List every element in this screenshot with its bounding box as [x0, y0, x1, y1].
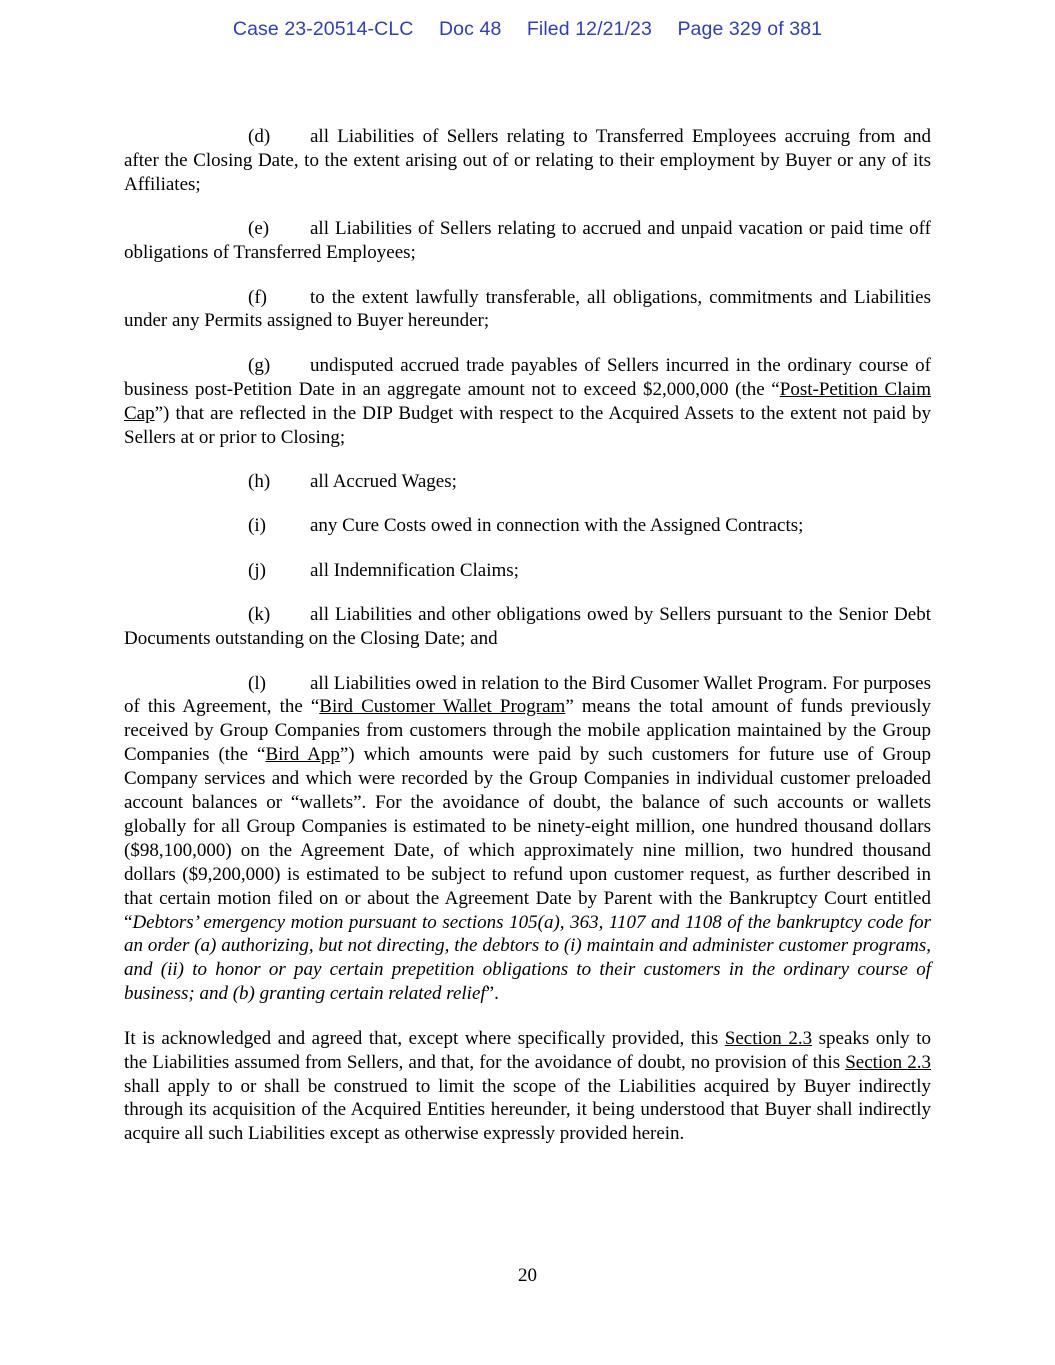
- list-item-e: [124, 217, 931, 265]
- item-text: ”.: [485, 983, 499, 1005]
- item-text: all Liabilities of Sellers relating to accrued and unpaid vacation or paid time off obligations of Transferred Employees;: [124, 218, 931, 264]
- section-reference: Section 2.3: [845, 1051, 931, 1073]
- item-text: undisputed accrued trade payables of Sellers incurred in the ordinary course of business post-Petition Date in an aggregate amount not to exceed $2,000,000 (the “: [124, 354, 931, 400]
- item-label: (h): [248, 470, 271, 492]
- item-text: to the extent lawfully transferable, all obligations, commitments and Liabilities under any Permits assigned to Buyer hereunder;: [124, 286, 931, 332]
- item-text: all Liabilities owed in relation to the Bird Cusomer Wallet Program. For purposes of this Agreement, the “: [124, 672, 931, 718]
- item-text: ”) that are reflected in the DIP Budget with respect to the Acquired Assets to the extent not paid by Sellers at or prior to Closing;: [124, 402, 931, 448]
- motion-title: Debtors’ emergency motion pursuant to sections 105(a), 363, 1107 and 1108 of the bankruptcy code for an order (a) authorizing, but not directing, the debtors to (i) maintain and administer customer programs, and (ii) to honor or pay certain prepetition obligations to their customers in the ordinary course of business; and (b) granting certain related relief: [124, 911, 931, 1005]
- list-item-j: [248, 559, 931, 583]
- list-item-g: [124, 354, 931, 450]
- item-label: (j): [248, 559, 266, 581]
- closing-text: shall apply to or shall be construed to limit the scope of the Liabilities acquired by Buyer indirectly through its acquisition of the Acquired Entities hereunder, it being understood that Buyer shall indirectly acquire all such Liabilities except as otherwise expressly provided herein.: [124, 1075, 931, 1145]
- page-number: 20: [518, 1265, 537, 1286]
- item-label: (l): [248, 672, 266, 694]
- item-label: (e): [248, 218, 270, 240]
- item-text: ”) which amounts were paid by such customers for future use of Group Company services and which were recorded by the Group Companies in individual customer preloaded account balances or “wallets”. For the avoidance of doubt, the balance of such accounts or wallets globally for all Group Companies is estimated to be ninety-eight million, one hundred thousand dollars ($98,100,000) on the Agreement Date, of which approximately nine million, two hundred thousand dollars ($9,200,000) is estimated to be subject to refund upon customer request, as further described in that certain motion filed on or about the Agreement Date by Parent with the Bankruptcy Court entitled “: [124, 744, 931, 933]
- item-text: all Accrued Wages;: [310, 470, 457, 492]
- closing-paragraph: [124, 1027, 931, 1147]
- item-text: all Liabilities of Sellers relating to Transferred Employees accruing from and after the Closing Date, to the extent arising out of or relating to their employment by Buyer or any of its Affiliates;: [124, 126, 931, 195]
- item-label: (k): [248, 604, 271, 626]
- list-item-l: [124, 672, 931, 1007]
- case-number: Case 23-20514-CLC: [232, 18, 414, 40]
- list-item-f: [124, 286, 931, 334]
- item-label: (i): [248, 515, 266, 537]
- defined-term: Bird App: [265, 744, 340, 766]
- item-label: (f): [248, 286, 267, 308]
- defined-term: Bird Customer Wallet Program: [319, 696, 566, 718]
- document-body: [124, 125, 931, 1167]
- item-text: all Liabilities and other obligations owed by Sellers pursuant to the Senior Debt Documents outstanding on the Closing Date; and: [124, 604, 931, 650]
- list-item-h: [248, 470, 931, 494]
- court-filing-header: [0, 18, 1055, 41]
- item-text: all Indemnification Claims;: [310, 559, 519, 581]
- defined-term: Post-Petition Claim Cap: [124, 378, 932, 424]
- page-count: Page 329 of 381: [677, 18, 823, 40]
- item-text: ” means the total amount of funds previously received by Group Companies from customers through the mobile application maintained by the Group Companies (the “: [124, 696, 931, 766]
- closing-text: It is acknowledged and agreed that, except where specifically provided, this: [124, 1027, 725, 1049]
- closing-text: speaks only to the Liabilities assumed from Sellers, and that, for the avoidance of doubt, no provision of this: [124, 1027, 931, 1073]
- item-text: any Cure Costs owed in connection with the Assigned Contracts;: [310, 515, 804, 537]
- list-item-i: [248, 514, 931, 538]
- section-reference: Section 2.3: [724, 1027, 813, 1049]
- list-item-d: [124, 125, 931, 197]
- item-label: (d): [248, 126, 271, 147]
- list-item-k: [124, 603, 931, 651]
- item-label: (g): [248, 354, 271, 376]
- document-number: Doc 48: [439, 18, 502, 40]
- filed-date: Filed 12/21/23: [526, 18, 652, 40]
